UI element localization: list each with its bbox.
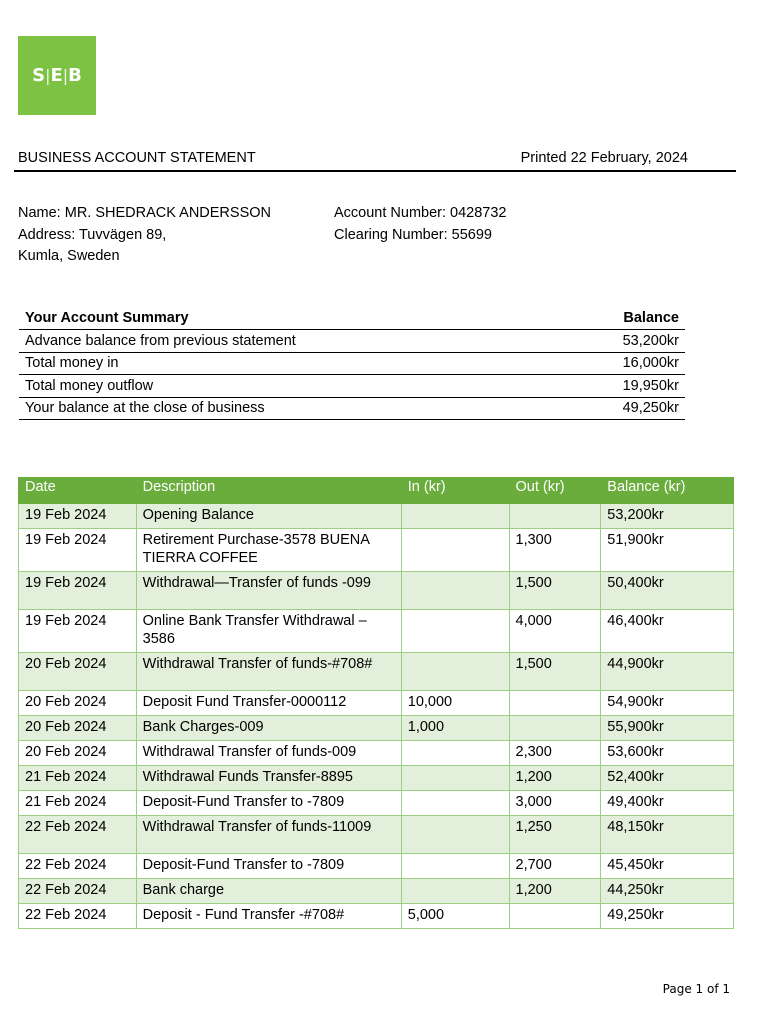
cell-date: 19 Feb 2024 <box>19 610 137 653</box>
customer-address-line1: Address: Tuvvägen 89, <box>18 226 167 243</box>
logo-letter-e: E <box>50 65 63 86</box>
summary-label: Advance balance from previous statement <box>19 330 555 353</box>
summary-row <box>19 330 685 353</box>
summary-label: Total money in <box>19 352 555 375</box>
cell-description: Withdrawal—Transfer of funds -099 <box>136 572 401 610</box>
cell-description: Deposit Fund Transfer-0000112 <box>136 691 401 716</box>
clearing-number: Clearing Number: 55699 <box>334 226 492 243</box>
summary-value: 53,200kr <box>555 330 685 353</box>
cell-balance: 55,900kr <box>601 716 734 741</box>
cell-balance: 53,600kr <box>601 741 734 766</box>
cell-out <box>509 904 601 929</box>
table-row <box>19 504 734 529</box>
cell-in <box>401 791 509 816</box>
logo-letter-s: S <box>32 65 46 86</box>
printed-date: Printed 22 February, 2024 <box>520 150 688 166</box>
summary-label: Your balance at the close of business <box>19 397 555 420</box>
cell-in: 10,000 <box>401 691 509 716</box>
summary-row <box>19 397 685 420</box>
summary-header-row <box>19 307 685 330</box>
cell-out <box>509 504 601 529</box>
logo-letter-b: B <box>68 65 82 86</box>
cell-description: Opening Balance <box>136 504 401 529</box>
cell-out: 1,500 <box>509 572 601 610</box>
cell-in <box>401 504 509 529</box>
column-header-out: Out (kr) <box>509 478 601 504</box>
transactions-header-row <box>19 478 734 504</box>
table-row <box>19 854 734 879</box>
cell-date: 19 Feb 2024 <box>19 572 137 610</box>
table-row <box>19 741 734 766</box>
summary-heading: Your Account Summary <box>19 307 555 330</box>
cell-balance: 52,400kr <box>601 766 734 791</box>
account-details <box>334 203 507 246</box>
table-row <box>19 766 734 791</box>
cell-balance: 51,900kr <box>601 529 734 572</box>
table-row <box>19 716 734 741</box>
cell-description: Bank charge <box>136 879 401 904</box>
cell-in <box>401 529 509 572</box>
account-summary-table <box>19 307 685 420</box>
cell-date: 22 Feb 2024 <box>19 879 137 904</box>
summary-row <box>19 352 685 375</box>
summary-row <box>19 375 685 398</box>
header-divider <box>14 170 736 172</box>
cell-date: 22 Feb 2024 <box>19 854 137 879</box>
table-row <box>19 610 734 653</box>
column-header-balance: Balance (kr) <box>601 478 734 504</box>
page-number: Page 1 of 1 <box>662 982 730 996</box>
cell-date: 20 Feb 2024 <box>19 653 137 691</box>
cell-balance: 53,200kr <box>601 504 734 529</box>
cell-description: Withdrawal Transfer of funds-11009 <box>136 816 401 854</box>
cell-balance: 49,400kr <box>601 791 734 816</box>
cell-out: 1,500 <box>509 653 601 691</box>
cell-description: Withdrawal Transfer of funds-#708# <box>136 653 401 691</box>
seb-logo <box>18 36 96 115</box>
cell-date: 20 Feb 2024 <box>19 691 137 716</box>
table-row <box>19 653 734 691</box>
cell-in <box>401 816 509 854</box>
table-row <box>19 529 734 572</box>
cell-date: 20 Feb 2024 <box>19 716 137 741</box>
cell-description: Retirement Purchase-3578 BUENA TIERRA COFFEE <box>136 529 401 572</box>
cell-balance: 54,900kr <box>601 691 734 716</box>
cell-in <box>401 741 509 766</box>
cell-out: 2,300 <box>509 741 601 766</box>
cell-out: 1,250 <box>509 816 601 854</box>
cell-date: 21 Feb 2024 <box>19 791 137 816</box>
cell-in <box>401 766 509 791</box>
cell-balance: 44,900kr <box>601 653 734 691</box>
table-row <box>19 791 734 816</box>
table-row <box>19 691 734 716</box>
cell-balance: 48,150kr <box>601 816 734 854</box>
transactions-table <box>18 477 734 929</box>
summary-label: Total money outflow <box>19 375 555 398</box>
cell-out <box>509 691 601 716</box>
customer-details <box>18 203 271 268</box>
cell-in: 5,000 <box>401 904 509 929</box>
cell-balance: 46,400kr <box>601 610 734 653</box>
cell-date: 19 Feb 2024 <box>19 529 137 572</box>
cell-in <box>401 653 509 691</box>
logo-separator: | <box>62 66 69 85</box>
statement-title: BUSINESS ACCOUNT STATEMENT <box>18 150 256 166</box>
account-number: Account Number: 0428732 <box>334 205 507 221</box>
customer-address-line2: Kumla, Sweden <box>18 248 120 264</box>
summary-value: 19,950kr <box>555 375 685 398</box>
summary-value: 16,000kr <box>555 352 685 375</box>
customer-name: Name: MR. SHEDRACK ANDERSSON <box>18 205 271 221</box>
cell-date: 22 Feb 2024 <box>19 904 137 929</box>
cell-description: Deposit-Fund Transfer to -7809 <box>136 791 401 816</box>
cell-in: 1,000 <box>401 716 509 741</box>
cell-out: 1,200 <box>509 879 601 904</box>
cell-date: 20 Feb 2024 <box>19 741 137 766</box>
column-header-in: In (kr) <box>401 478 509 504</box>
column-header-description: Description <box>136 478 401 504</box>
cell-in <box>401 572 509 610</box>
cell-date: 19 Feb 2024 <box>19 504 137 529</box>
table-row <box>19 816 734 854</box>
cell-in <box>401 610 509 653</box>
cell-description: Bank Charges-009 <box>136 716 401 741</box>
cell-out: 3,000 <box>509 791 601 816</box>
cell-out: 4,000 <box>509 610 601 653</box>
column-header-date: Date <box>19 478 137 504</box>
cell-description: Withdrawal Funds Transfer-8895 <box>136 766 401 791</box>
cell-out <box>509 716 601 741</box>
cell-balance: 45,450kr <box>601 854 734 879</box>
cell-out: 2,700 <box>509 854 601 879</box>
cell-date: 21 Feb 2024 <box>19 766 137 791</box>
summary-balance-heading: Balance <box>555 307 685 330</box>
cell-in <box>401 879 509 904</box>
cell-description: Deposit-Fund Transfer to -7809 <box>136 854 401 879</box>
cell-description: Online Bank Transfer Withdrawal – 3586 <box>136 610 401 653</box>
cell-balance: 44,250kr <box>601 879 734 904</box>
cell-description: Withdrawal Transfer of funds-009 <box>136 741 401 766</box>
cell-out: 1,200 <box>509 766 601 791</box>
table-row <box>19 879 734 904</box>
summary-value: 49,250kr <box>555 397 685 420</box>
cell-in <box>401 854 509 879</box>
cell-balance: 49,250kr <box>601 904 734 929</box>
table-row <box>19 904 734 929</box>
cell-description: Deposit - Fund Transfer -#708# <box>136 904 401 929</box>
cell-balance: 50,400kr <box>601 572 734 610</box>
cell-date: 22 Feb 2024 <box>19 816 137 854</box>
cell-out: 1,300 <box>509 529 601 572</box>
logo-separator: | <box>45 66 51 85</box>
table-row <box>19 572 734 610</box>
